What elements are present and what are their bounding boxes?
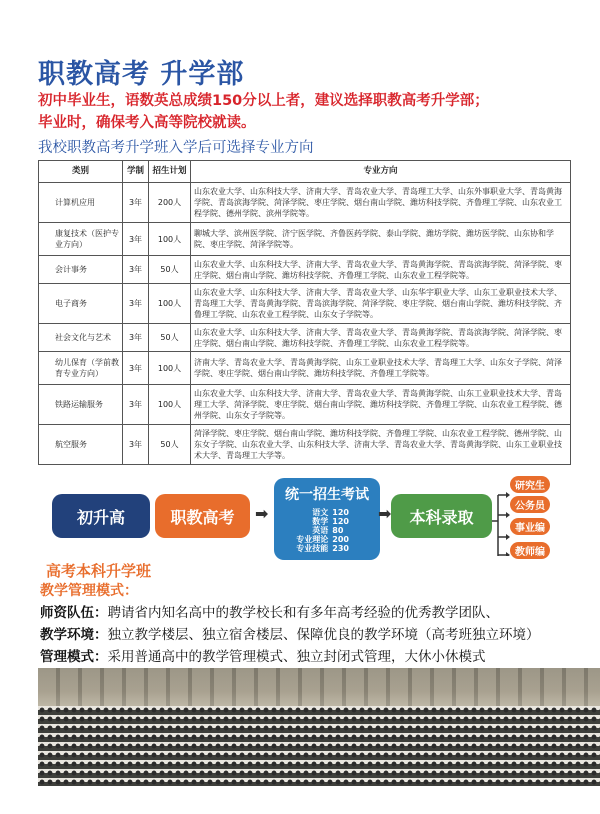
row-direction: 山东农业大学、山东科技大学、济南大学、青岛农业大学、青岛黄海学院、青岛滨海学院、菏泽学院、枣庄学院、烟台南山学院、潍坊科技学院、齐鲁理工学院、山东农业工程学院等。 (191, 324, 571, 352)
row-quota: 50人 (149, 425, 191, 465)
row-quota: 100人 (149, 284, 191, 324)
intro-line-2: 毕业时，确保考入高等院校就读。 (38, 115, 256, 131)
row-years: 3年 (123, 352, 149, 385)
exam-score-row (274, 526, 380, 535)
row-category: 会计事务 (39, 256, 123, 284)
row-direction: 聊城大学、滨州医学院、济宁医学院、齐鲁医药学院、泰山学院、潍坊学院、潍坊医学院、山东协和学院、枣庄学院、菏泽学院等。 (191, 223, 571, 256)
management-item (40, 646, 590, 668)
row-years: 3年 (123, 425, 149, 465)
exam-subject: 数学 (312, 517, 329, 526)
row-category: 幼儿保育（学前教育专业方向） (39, 352, 123, 385)
row-direction: 山东农业大学、山东科技大学、济南大学、青岛农业大学、青岛理工大学、山东外事职业大学、青岛黄海学院、青岛滨海学院、菏泽学院、枣庄学院、烟台南山学院、潍坊科技学院、齐鲁理工学院、山东农业工程学院、德州学院、滨州学院等。 (191, 183, 571, 223)
management-title: 教学管理模式： (40, 583, 138, 599)
flow-step-undergrad-admission: 本科录取 (391, 494, 492, 538)
row-direction: 山东农业大学、山东科技大学、济南大学、青岛农业大学、青岛黄海学院、青岛滨海学院、菏泽学院、枣庄学院、烟台南山学院、潍坊科技学院、齐鲁理工学院、山东农业工程学院等。 (191, 256, 571, 284)
row-quota: 200人 (149, 183, 191, 223)
arrow-right-icon: ➡ (378, 504, 392, 523)
flow-step-unified-exam (274, 478, 380, 560)
photo-crowd (38, 706, 600, 786)
row-direction: 菏泽学院、枣庄学院、烟台南山学院、潍坊科技学院、齐鲁理工学院、山东农业工程学院、德州学院、山东女子学院、山东农业大学、山东科技大学、济南大学、青岛农业大学、青岛黄海学院、山东工业职业技术大学、青岛理工大学等。 (191, 425, 571, 465)
outcome-public-institution: 事业编 (510, 518, 550, 535)
table-row (39, 223, 571, 256)
management-list (40, 602, 590, 668)
flow-step-vocational-exam: 职教高考 (155, 494, 250, 538)
row-quota: 50人 (149, 324, 191, 352)
table-row (39, 352, 571, 385)
management-item-key: 师资队伍： (40, 605, 108, 621)
exam-score: 120 (332, 508, 349, 517)
row-category: 铁路运输服务 (39, 385, 123, 425)
header-years: 学制 (123, 161, 149, 183)
management-item (40, 602, 590, 624)
outcome-civil-servant: 公务员 (510, 496, 550, 513)
table-row (39, 256, 571, 284)
outcome-graduate-school: 研究生 (510, 476, 550, 493)
row-direction: 山东农业大学、山东科技大学、济南大学、青岛农业大学、青岛黄海学院、山东工业职业技术大学、青岛理工大学、菏泽学院、枣庄学院、烟台南山学院、潍坊科技学院、齐鲁理工学院、山东农业工程学院、德州学院、山东女子学院等。 (191, 385, 571, 425)
table-row (39, 284, 571, 324)
row-direction: 济南大学、青岛农业大学、青岛黄海学院、山东工业职业技术大学、青岛理工大学、山东女子学院、菏泽学院、枣庄学院、烟台南山学院、潍坊科技学院、齐鲁理工学院等。 (191, 352, 571, 385)
table-row (39, 425, 571, 465)
exam-subject: 英语 (312, 526, 329, 535)
exam-score: 80 (332, 526, 344, 535)
exam-score-row (274, 508, 380, 517)
exam-subject: 专业理论 (296, 535, 329, 544)
header-category: 类别 (39, 161, 123, 183)
header-direction: 专业方向 (191, 161, 571, 183)
management-item (40, 624, 590, 646)
management-item-key: 管理模式： (40, 649, 108, 665)
row-direction: 山东农业大学、山东科技大学、济南大学、青岛农业大学、山东华宇职业大学、山东工业职业技术大学、青岛理工大学、青岛黄海学院、青岛滨海学院、菏泽学院、枣庄学院、烟台南山学院、潍坊科技学院、齐鲁理工学院、山东农业工程学院、山东女子学院等。 (191, 284, 571, 324)
row-years: 3年 (123, 223, 149, 256)
arrow-right-icon: ➡ (255, 504, 269, 523)
photo-building (38, 668, 600, 708)
row-category: 计算机应用 (39, 183, 123, 223)
exam-score-row (274, 544, 380, 553)
management-item-value: 聘请省内知名高中的教学校长和有多年高考经验的优秀教学团队、 (107, 605, 499, 621)
row-years: 3年 (123, 284, 149, 324)
exam-score: 200 (332, 535, 349, 544)
row-quota: 100人 (149, 223, 191, 256)
exam-score-row (274, 535, 380, 544)
row-quota: 100人 (149, 385, 191, 425)
table-header-row (39, 161, 571, 183)
management-item-value: 独立教学楼层、独立宿舍楼层、保障优良的教学环境（高考班独立环境） (107, 627, 540, 643)
outcome-teacher-post: 教师编 (510, 542, 550, 559)
exam-score-row (274, 517, 380, 526)
row-quota: 50人 (149, 256, 191, 284)
row-quota: 100人 (149, 352, 191, 385)
row-category: 航空服务 (39, 425, 123, 465)
section-title: 高考本科升学班 (46, 562, 152, 580)
row-years: 3年 (123, 183, 149, 223)
intro-text (38, 90, 578, 134)
majors-table (38, 160, 571, 465)
exam-subject: 语文 (312, 508, 329, 517)
row-category: 康复技术（医护专业方向） (39, 223, 123, 256)
row-category: 电子商务 (39, 284, 123, 324)
exam-score: 230 (332, 544, 349, 553)
header-quota: 招生计划 (149, 161, 191, 183)
intro-line-1: 初中毕业生，语数英总成绩150分以上者，建议选择职教高考升学部； (38, 93, 489, 109)
exam-subject: 专业技能 (296, 544, 329, 553)
row-years: 3年 (123, 385, 149, 425)
table-row (39, 183, 571, 223)
table-row (39, 385, 571, 425)
branch-arrows-icon (492, 486, 510, 556)
management-item-value: 采用普通高中的教学管理模式、独立封闭式管理，大休小休模式 (107, 649, 486, 665)
management-item-key: 教学环境： (40, 627, 108, 643)
flow-step-junior-to-senior: 初升高 (52, 494, 150, 538)
table-subtitle: 我校职教高考升学班入学后可选择专业方向 (38, 140, 314, 156)
group-photo (38, 668, 600, 786)
row-category: 社会文化与艺术 (39, 324, 123, 352)
row-years: 3年 (123, 324, 149, 352)
exam-score: 120 (332, 517, 349, 526)
admission-flow-diagram (0, 476, 600, 566)
table-row (39, 324, 571, 352)
unified-exam-title: 统一招生考试 (285, 487, 369, 503)
row-years: 3年 (123, 256, 149, 284)
page-title: 职教高考 升学部 (38, 59, 245, 90)
